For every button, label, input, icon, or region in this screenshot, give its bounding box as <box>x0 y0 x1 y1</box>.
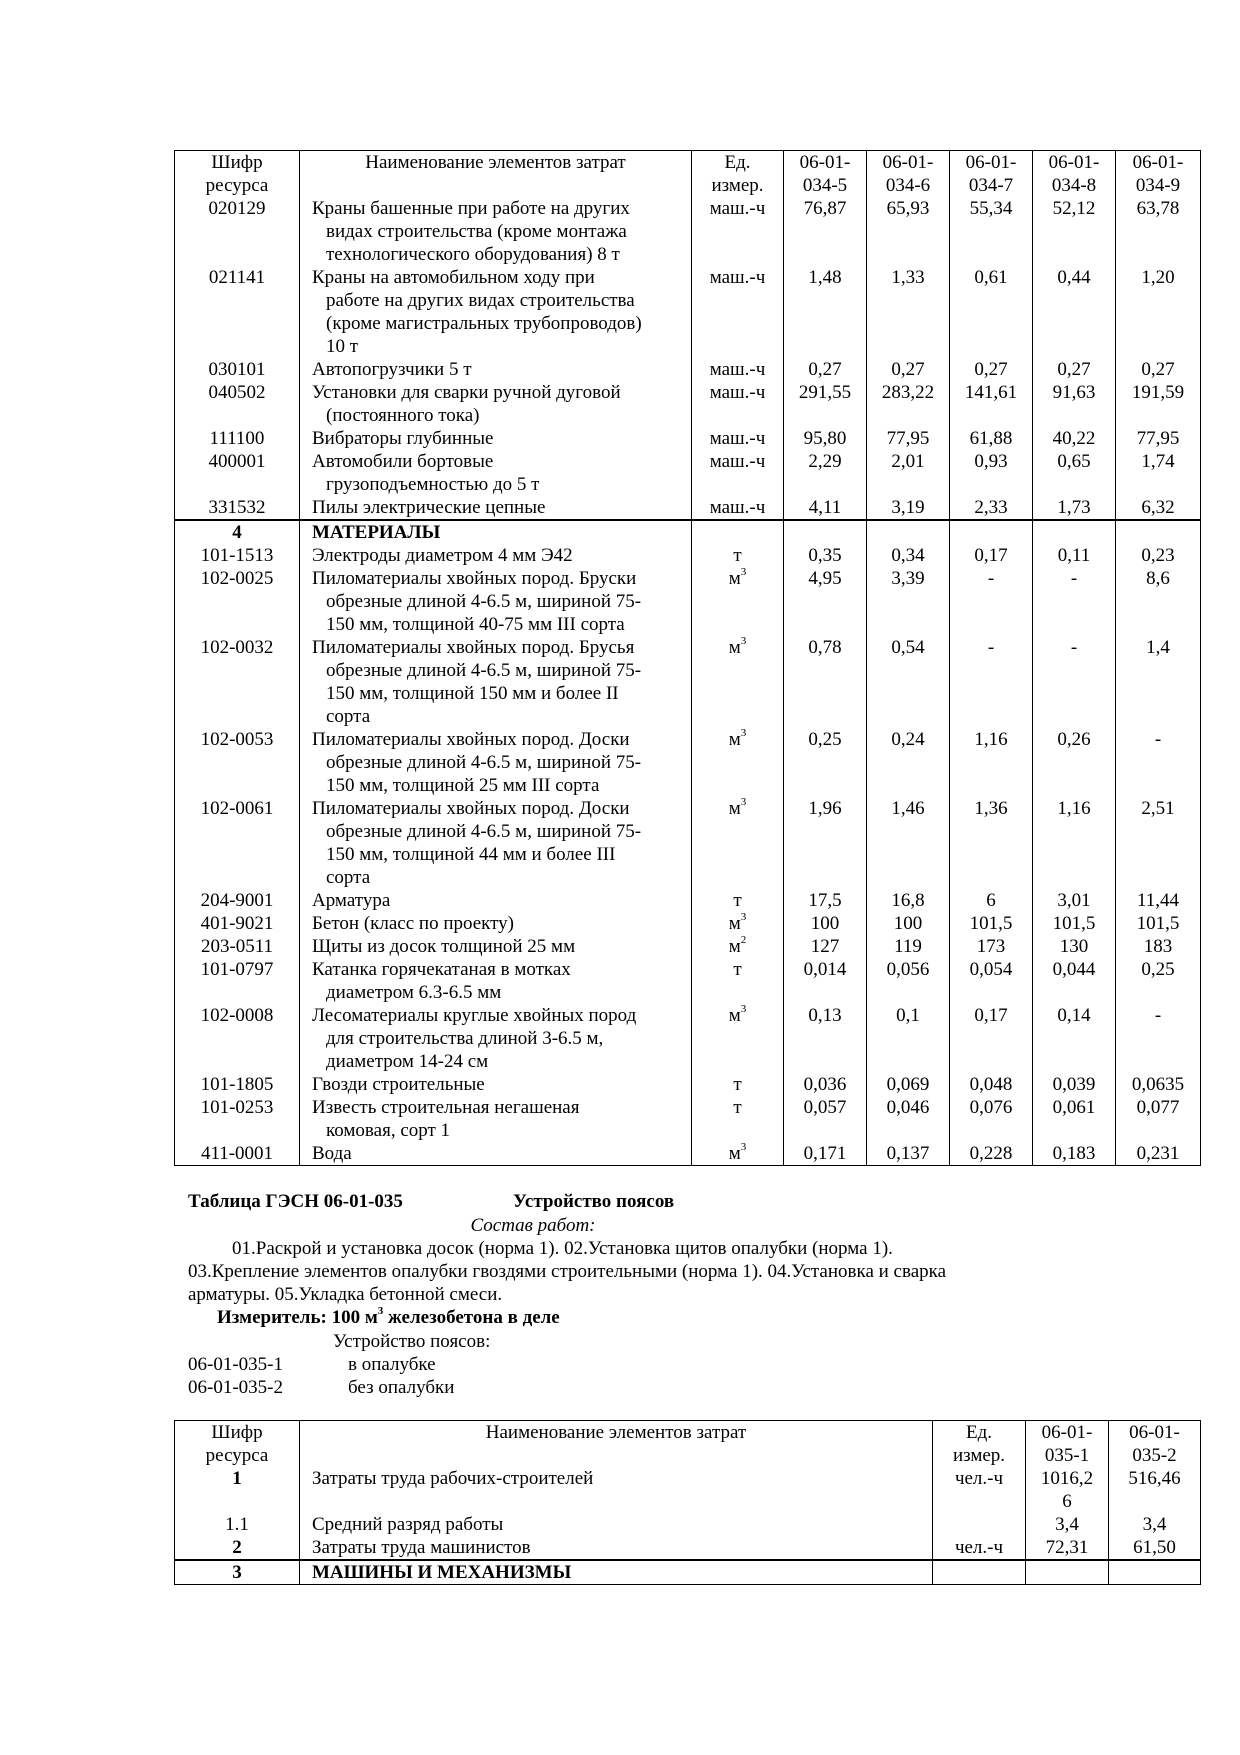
cell-code: 101-1513 <box>175 544 300 567</box>
variant-code: 06-01-035-1 <box>188 1354 283 1375</box>
cell-name: Краны на автомобильном ходу при работе на других видах строительства (кроме магистральных трубопроводов) 10 т <box>300 266 692 358</box>
cell-value: 0,069 <box>867 1073 950 1096</box>
cell-value: 191,59 <box>1116 381 1201 427</box>
table-row <box>175 912 1201 935</box>
cell-value: 4,95 <box>784 567 867 636</box>
cell-name: МАШИНЫ И МЕХАНИЗМЫ <box>300 1560 933 1585</box>
cell-name: Щиты из досок толщиной 25 мм <box>300 935 692 958</box>
cell-name: Краны башенные при работе на других видах строительства (кроме монтажа технологического оборудования) 8 т <box>300 197 692 266</box>
cell-value: 6 <box>950 889 1033 912</box>
cell-value: - <box>950 636 1033 728</box>
header-code: Шифр ресурса <box>175 151 300 198</box>
cell-name: Катанка горячекатаная в мотках диаметром 6.3-6.5 мм <box>300 958 692 1004</box>
table-row <box>175 935 1201 958</box>
cell-value: 173 <box>950 935 1033 958</box>
cell-unit: маш.-ч <box>692 197 784 266</box>
cell-value: 0,17 <box>950 544 1033 567</box>
cell-value: 1,16 <box>950 728 1033 797</box>
cell-code: 1 <box>175 1467 300 1513</box>
table-row <box>175 1004 1201 1073</box>
cell-unit: чел.-ч <box>933 1536 1026 1560</box>
cell-name: Гвозди строительные <box>300 1073 692 1096</box>
cell-value: 0,054 <box>950 958 1033 1004</box>
table-row <box>175 636 1201 728</box>
cell-unit <box>692 520 784 544</box>
table-row <box>175 1513 1201 1536</box>
cell-code: 3 <box>175 1560 300 1585</box>
table-row <box>175 797 1201 889</box>
table-code: Таблица ГЭСН 06-01-035 <box>188 1191 403 1212</box>
cell-value: 0,34 <box>867 544 950 567</box>
cell-unit: маш.-ч <box>692 450 784 496</box>
cell-value: 101,5 <box>1116 912 1201 935</box>
cell-value: 0,171 <box>784 1142 867 1166</box>
header-name: Наименование элементов затрат <box>300 1421 933 1468</box>
cell-code: 203-0511 <box>175 935 300 958</box>
header-col-034-8: 06-01- 034-8 <box>1033 151 1116 198</box>
cell-value: 0,231 <box>1116 1142 1201 1166</box>
variant-label: без опалубки <box>348 1377 455 1398</box>
cell-value: 3,19 <box>867 496 950 520</box>
cell-value: 0,044 <box>1033 958 1116 1004</box>
cell-value: 1,48 <box>784 266 867 358</box>
cell-value: 1,36 <box>950 797 1033 889</box>
table-row <box>175 889 1201 912</box>
table-title: Устройство поясов <box>513 1191 675 1212</box>
cell-unit: $м^3$ <box>692 636 784 728</box>
header-name: Наименование элементов затрат <box>300 151 692 198</box>
cell-value: 1,33 <box>867 266 950 358</box>
cell-value: 76,87 <box>784 197 867 266</box>
cell-name: Пиломатериалы хвойных пород. Брусья обрезные длиной 4-6.5 м, шириной 75- 150 мм, толщиной 150 мм и более II сорта <box>300 636 692 728</box>
header-col-034-9: 06-01- 034-9 <box>1116 151 1201 198</box>
cell-value: 516,46 <box>1109 1467 1201 1513</box>
table-row <box>175 567 1201 636</box>
cell-name: Затраты труда машинистов <box>300 1536 933 1560</box>
cell-code: 030101 <box>175 358 300 381</box>
cell-value: 0,65 <box>1033 450 1116 496</box>
cell-value: 2,01 <box>867 450 950 496</box>
variant-label: в опалубке <box>348 1354 436 1375</box>
table-row <box>175 197 1201 266</box>
cell-code: 020129 <box>175 197 300 266</box>
cell-code: 111100 <box>175 427 300 450</box>
cell-value: 0,048 <box>950 1073 1033 1096</box>
cell-value: 1,46 <box>867 797 950 889</box>
table-heading <box>188 1190 1188 1214</box>
cell-value: 1,74 <box>1116 450 1201 496</box>
cell-unit: $м^3$ <box>692 567 784 636</box>
cell-value <box>950 520 1033 544</box>
cell-value <box>1026 1560 1109 1585</box>
table-row <box>175 266 1201 358</box>
cell-value: 4,11 <box>784 496 867 520</box>
cell-code: 204-9001 <box>175 889 300 912</box>
table-body <box>175 1467 1201 1585</box>
cell-value: 0,17 <box>950 1004 1033 1073</box>
table-row <box>175 728 1201 797</box>
cell-value: 17,5 <box>784 889 867 912</box>
cell-value: 0,014 <box>784 958 867 1004</box>
variant-row <box>188 1376 1188 1399</box>
cell-value: 0,061 <box>1033 1096 1116 1142</box>
table-row <box>175 450 1201 496</box>
cell-value: - <box>1116 1004 1201 1073</box>
cell-unit: $м^3$ <box>692 912 784 935</box>
cell-code: 400001 <box>175 450 300 496</box>
cell-value: 283,22 <box>867 381 950 427</box>
table-row <box>175 958 1201 1004</box>
section-035 <box>188 1190 1188 1399</box>
cell-value: 3,4 <box>1109 1513 1201 1536</box>
resource-table-034 <box>174 150 1201 1166</box>
cell-unit: $м^3$ <box>692 797 784 889</box>
cell-value: 0,14 <box>1033 1004 1116 1073</box>
cell-code: 2 <box>175 1536 300 1560</box>
cell-value: 0,23 <box>1116 544 1201 567</box>
cell-value: 0,057 <box>784 1096 867 1142</box>
cell-unit <box>933 1560 1026 1585</box>
cell-value: 61,50 <box>1109 1536 1201 1560</box>
cell-value: 1,20 <box>1116 266 1201 358</box>
cell-code: 101-1805 <box>175 1073 300 1096</box>
cell-value: 0,1 <box>867 1004 950 1073</box>
cell-code: 401-9021 <box>175 912 300 935</box>
cell-value <box>784 520 867 544</box>
cell-unit: маш.-ч <box>692 358 784 381</box>
cell-value: 0,036 <box>784 1073 867 1096</box>
section-row <box>175 520 1201 544</box>
cell-value <box>1033 520 1116 544</box>
cell-code: 102-0061 <box>175 797 300 889</box>
cell-value: - <box>1116 728 1201 797</box>
cell-name: Автопогрузчики 5 т <box>300 358 692 381</box>
table-row <box>175 381 1201 427</box>
cell-name: Затраты труда рабочих-строителей <box>300 1467 933 1513</box>
cell-value: 130 <box>1033 935 1116 958</box>
cell-code: 040502 <box>175 381 300 427</box>
cell-value: 0,26 <box>1033 728 1116 797</box>
cell-value: 0,27 <box>1116 358 1201 381</box>
table-row <box>175 358 1201 381</box>
cell-value: 0,13 <box>784 1004 867 1073</box>
cell-value: 127 <box>784 935 867 958</box>
cell-code: 102-0025 <box>175 567 300 636</box>
cell-value: 0,25 <box>1116 958 1201 1004</box>
cell-name: Установки для сварки ручной дуговой (постоянного тока) <box>300 381 692 427</box>
composition-label: Состав работ: <box>470 1215 596 1236</box>
variants-subtitle: Устройство поясов: <box>333 1331 491 1352</box>
cell-value: 0,076 <box>950 1096 1033 1142</box>
cell-value: 0,039 <box>1033 1073 1116 1096</box>
cell-unit: $м^3$ <box>692 1004 784 1073</box>
cell-value: 0,61 <box>950 266 1033 358</box>
cell-name: Известь строительная негашеная комовая, сорт 1 <box>300 1096 692 1142</box>
cell-value: 6,32 <box>1116 496 1201 520</box>
cell-unit: т <box>692 544 784 567</box>
cell-value: 77,95 <box>1116 427 1201 450</box>
cell-code: 101-0797 <box>175 958 300 1004</box>
cell-value: 77,95 <box>867 427 950 450</box>
cell-value: 119 <box>867 935 950 958</box>
cell-value: 0,077 <box>1116 1096 1201 1142</box>
cell-value: 0,44 <box>1033 266 1116 358</box>
cell-value: - <box>1033 567 1116 636</box>
header-unit: Ед. измер. <box>933 1421 1026 1468</box>
header-unit: Ед. измер. <box>692 151 784 198</box>
cell-unit: т <box>692 1073 784 1096</box>
table-row <box>175 1467 1201 1513</box>
cell-unit: маш.-ч <box>692 496 784 520</box>
cell-value: 1,4 <box>1116 636 1201 728</box>
cell-value: 61,88 <box>950 427 1033 450</box>
cell-unit: маш.-ч <box>692 381 784 427</box>
cell-value: 3,01 <box>1033 889 1116 912</box>
cell-unit <box>933 1513 1026 1536</box>
table-row <box>175 1142 1201 1166</box>
table-row <box>175 496 1201 520</box>
cell-name: Пилы электрические цепные <box>300 496 692 520</box>
cell-value: 65,93 <box>867 197 950 266</box>
cell-code: 102-0008 <box>175 1004 300 1073</box>
cell-name: Средний разряд работы <box>300 1513 933 1536</box>
cell-code: 102-0032 <box>175 636 300 728</box>
cell-code: 1.1 <box>175 1513 300 1536</box>
cell-value: 63,78 <box>1116 197 1201 266</box>
cell-value: 0,046 <box>867 1096 950 1142</box>
header-col-035-2: 06-01- 035-2 <box>1109 1421 1201 1468</box>
cell-name: Вода <box>300 1142 692 1166</box>
cell-value: 291,55 <box>784 381 867 427</box>
cell-value: 0,27 <box>950 358 1033 381</box>
cell-unit: $м^2$ <box>692 935 784 958</box>
cell-unit: $м^3$ <box>692 728 784 797</box>
cell-value: 1016,2 6 <box>1026 1467 1109 1513</box>
cell-value: 0,27 <box>867 358 950 381</box>
cell-value: 8,6 <box>1116 567 1201 636</box>
cell-value: 101,5 <box>1033 912 1116 935</box>
cell-code: 4 <box>175 520 300 544</box>
cell-value: 0,11 <box>1033 544 1116 567</box>
section-row <box>175 1560 1201 1585</box>
cell-value: 1,73 <box>1033 496 1116 520</box>
table-body <box>175 197 1201 1166</box>
cell-name: МАТЕРИАЛЫ <box>300 520 692 544</box>
cell-value: 2,33 <box>950 496 1033 520</box>
cell-value: 0,228 <box>950 1142 1033 1166</box>
table-row <box>175 1536 1201 1560</box>
cell-name: Пиломатериалы хвойных пород. Доски обрезные длиной 4-6.5 м, шириной 75- 150 мм, толщиной 44 мм и более III сорта <box>300 797 692 889</box>
table-header <box>175 151 1201 198</box>
cell-value: 0,78 <box>784 636 867 728</box>
cell-value: 0,25 <box>784 728 867 797</box>
cell-value: 1,96 <box>784 797 867 889</box>
cell-value: 95,80 <box>784 427 867 450</box>
cell-code: 101-0253 <box>175 1096 300 1142</box>
cell-value <box>867 520 950 544</box>
variant-row <box>188 1353 1188 1376</box>
cell-value <box>1116 520 1201 544</box>
cell-unit: т <box>692 889 784 912</box>
composition-line: 01.Раскрой и установка досок (норма 1). 02.Установка щитов опалубки (норма 1). <box>232 1238 893 1259</box>
cell-unit: т <box>692 958 784 1004</box>
cell-value: 0,93 <box>950 450 1033 496</box>
cell-unit: т <box>692 1096 784 1142</box>
cell-value: 2,29 <box>784 450 867 496</box>
table-row <box>175 1073 1201 1096</box>
cell-value: 0,27 <box>784 358 867 381</box>
variant-code: 06-01-035-2 <box>188 1377 283 1398</box>
cell-unit: маш.-ч <box>692 266 784 358</box>
cell-name: Бетон (класс по проекту) <box>300 912 692 935</box>
composition-line: 03.Крепление элементов опалубки гвоздями строительными (норма 1). 04.Установка и сварка <box>188 1261 947 1282</box>
cell-value: 0,056 <box>867 958 950 1004</box>
cell-value: 55,34 <box>950 197 1033 266</box>
cell-value: 183 <box>1116 935 1201 958</box>
composition-line: арматуры. 05.Укладка бетонной смеси. <box>188 1284 503 1305</box>
cell-value: 0,35 <box>784 544 867 567</box>
cell-code: 331532 <box>175 496 300 520</box>
composition-text <box>188 1237 1048 1306</box>
table-row <box>175 1096 1201 1142</box>
header-code: Шифр ресурса <box>175 1421 300 1468</box>
cell-unit: $м^3$ <box>692 1142 784 1166</box>
cell-value: 101,5 <box>950 912 1033 935</box>
cell-value: 100 <box>867 912 950 935</box>
meter: Измеритель: 100 $м^3$ железобетона в деле <box>217 1304 560 1328</box>
cell-value: 0,137 <box>867 1142 950 1166</box>
cell-value: 91,63 <box>1033 381 1116 427</box>
cell-value: 11,44 <box>1116 889 1201 912</box>
cell-value: 0,183 <box>1033 1142 1116 1166</box>
cell-value <box>1109 1560 1201 1585</box>
cell-unit: чел.-ч <box>933 1467 1026 1513</box>
cell-value: 0,0635 <box>1116 1073 1201 1096</box>
table-row <box>175 427 1201 450</box>
header-col-035-1: 06-01- 035-1 <box>1026 1421 1109 1468</box>
cell-name: Лесоматериалы круглые хвойных пород для строительства длиной 3-6.5 м, диаметром 14-24 см <box>300 1004 692 1073</box>
cell-name: Электроды диаметром 4 мм Э42 <box>300 544 692 567</box>
cell-name: Вибраторы глубинные <box>300 427 692 450</box>
cell-unit: маш.-ч <box>692 427 784 450</box>
cell-value: 100 <box>784 912 867 935</box>
cell-value: 3,4 <box>1026 1513 1109 1536</box>
table-row <box>175 544 1201 567</box>
header-col-034-5: 06-01- 034-5 <box>784 151 867 198</box>
cell-value: 16,8 <box>867 889 950 912</box>
cell-code: 411-0001 <box>175 1142 300 1166</box>
cell-value: - <box>1033 636 1116 728</box>
cell-code: 102-0053 <box>175 728 300 797</box>
cell-name: Пиломатериалы хвойных пород. Бруски обрезные длиной 4-6.5 м, шириной 75- 150 мм, толщиной 40-75 мм III сорта <box>300 567 692 636</box>
cell-name: Арматура <box>300 889 692 912</box>
cell-value: 3,39 <box>867 567 950 636</box>
cell-value: 2,51 <box>1116 797 1201 889</box>
table-header <box>175 1421 1201 1468</box>
cell-value: 0,24 <box>867 728 950 797</box>
header-col-034-6: 06-01- 034-6 <box>867 151 950 198</box>
cell-value: - <box>950 567 1033 636</box>
cell-value: 52,12 <box>1033 197 1116 266</box>
cell-value: 72,31 <box>1026 1536 1109 1560</box>
cell-name: Автомобили бортовые грузоподъемностью до 5 т <box>300 450 692 496</box>
header-col-034-7: 06-01- 034-7 <box>950 151 1033 198</box>
cell-value: 1,16 <box>1033 797 1116 889</box>
resource-table-035 <box>174 1420 1201 1585</box>
cell-code: 021141 <box>175 266 300 358</box>
cell-value: 0,27 <box>1033 358 1116 381</box>
cell-value: 141,61 <box>950 381 1033 427</box>
cell-value: 40,22 <box>1033 427 1116 450</box>
cell-value: 0,54 <box>867 636 950 728</box>
cell-name: Пиломатериалы хвойных пород. Доски обрезные длиной 4-6.5 м, шириной 75- 150 мм, толщиной 25 мм III сорта <box>300 728 692 797</box>
